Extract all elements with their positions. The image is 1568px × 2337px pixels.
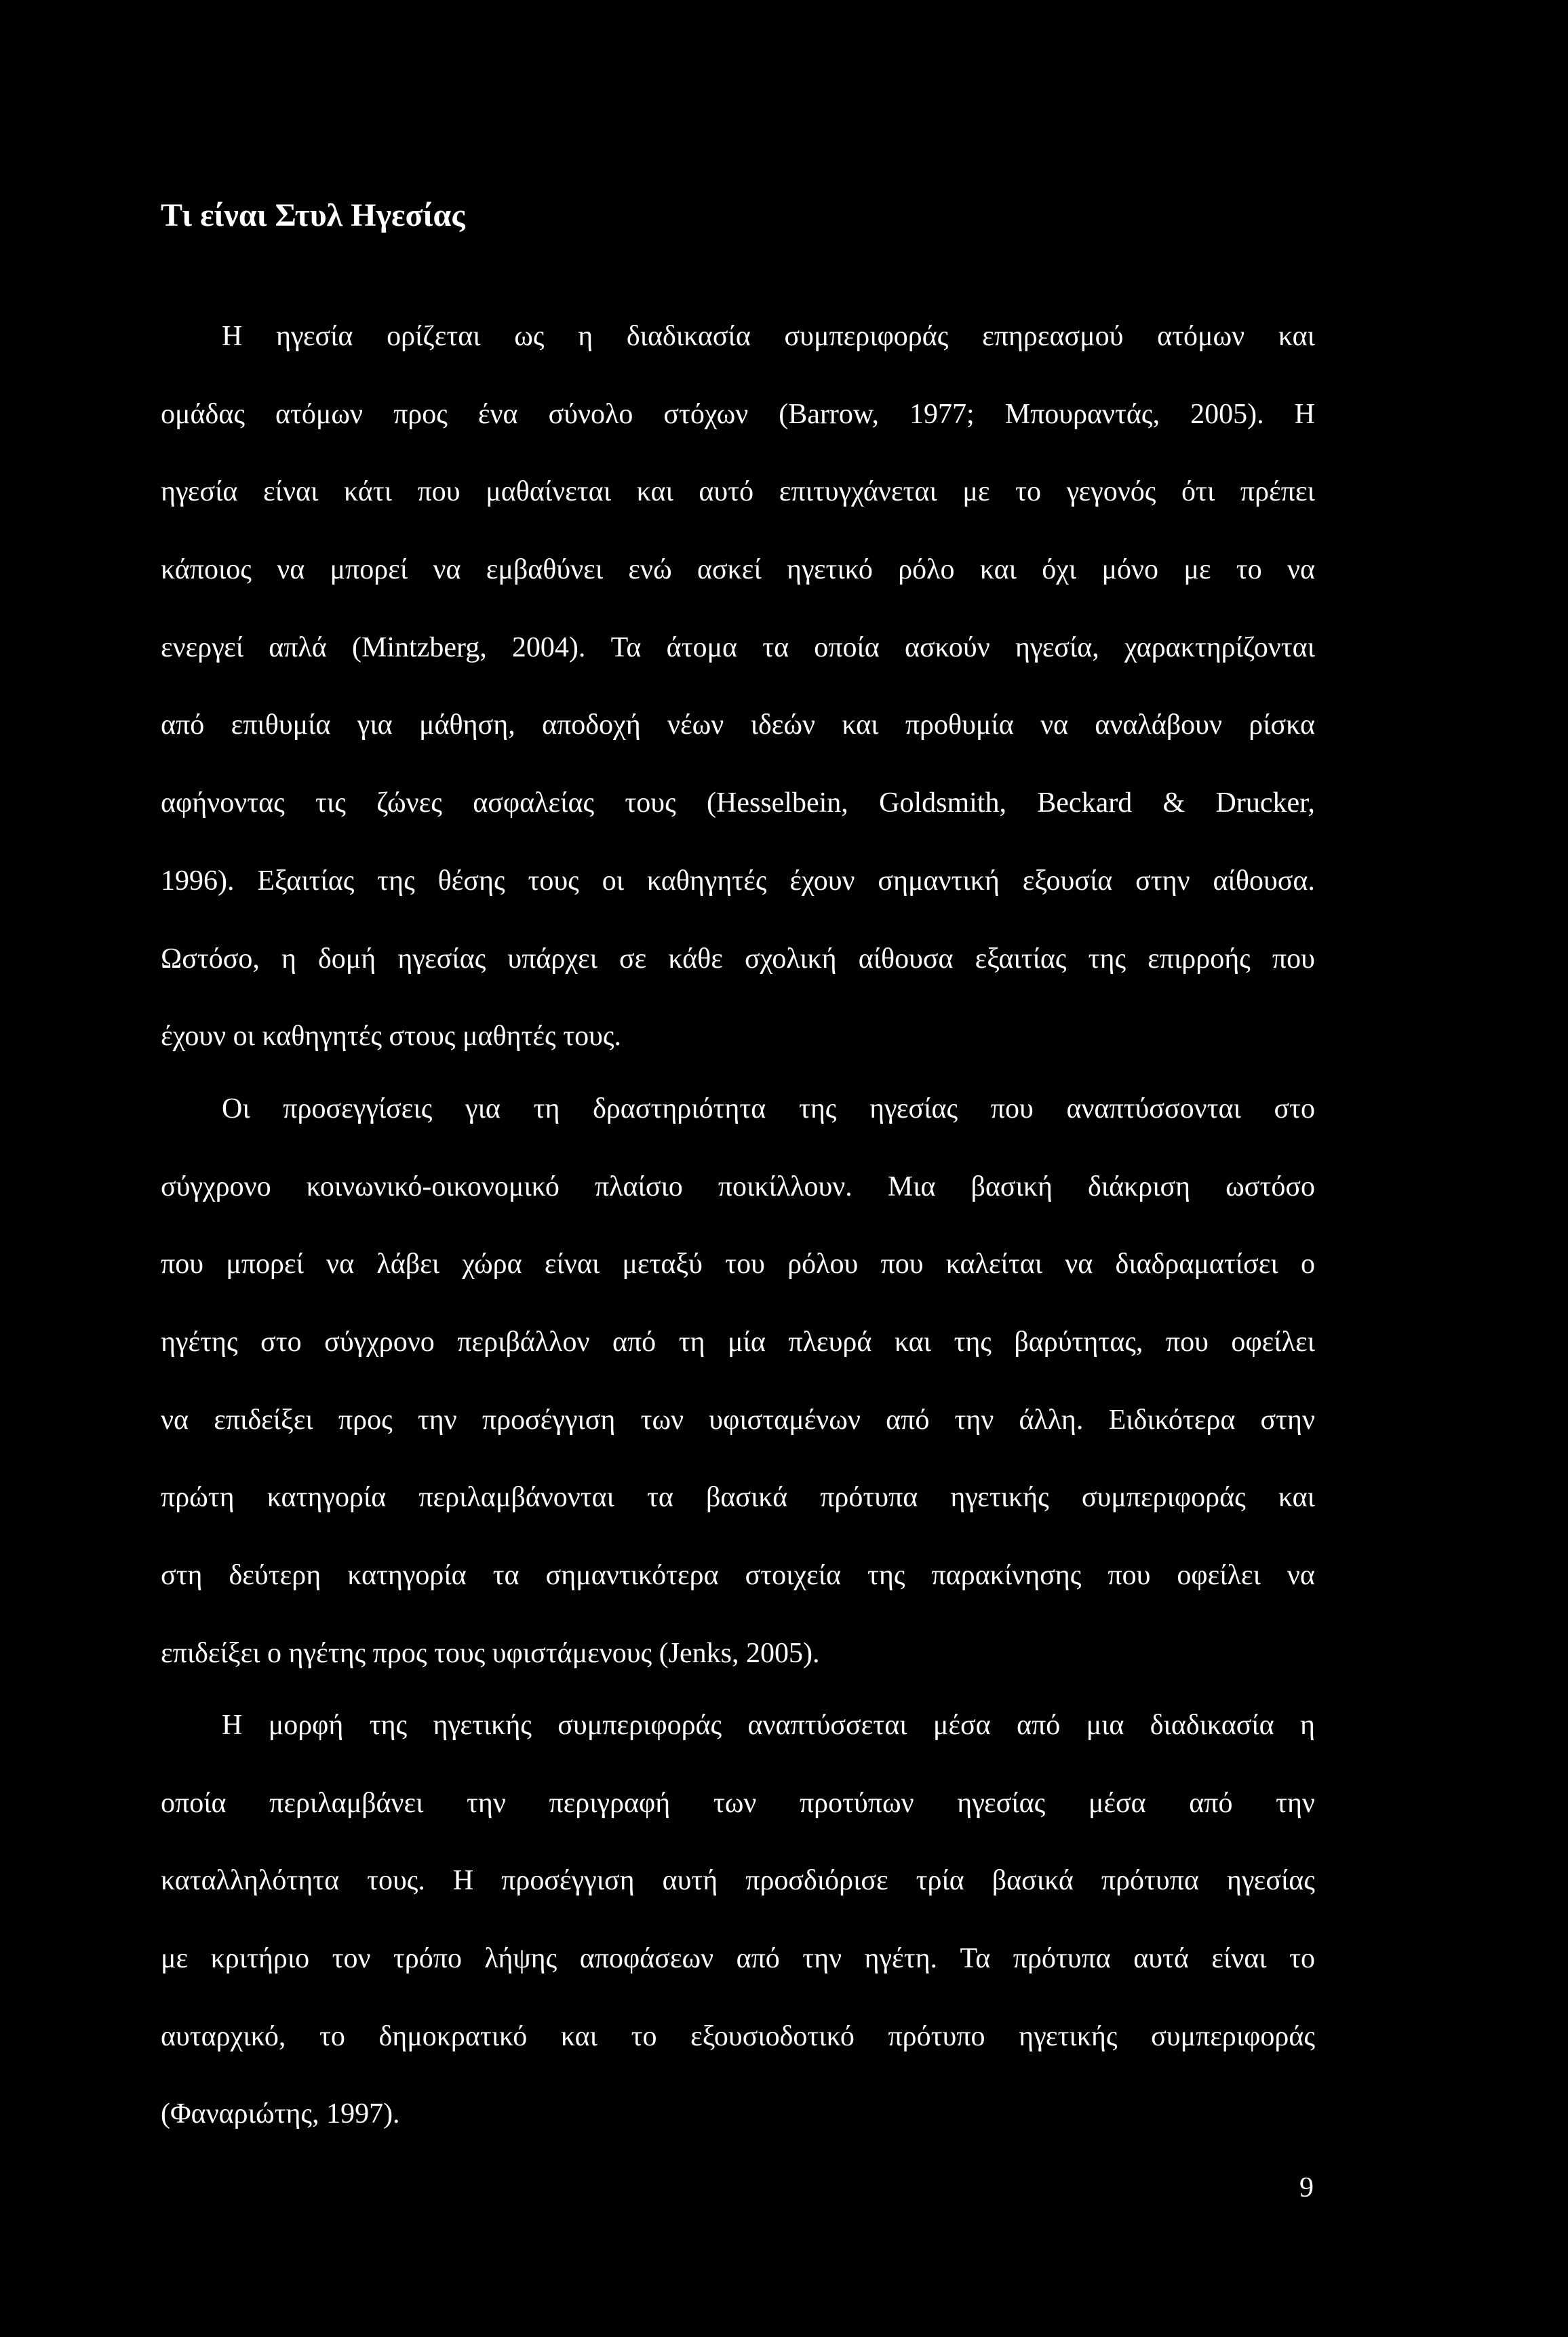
text-line: που μπορεί να λάβει χώρα είναι μεταξύ του ρόλου που καλείται να διαδραματίσει ο xyxy=(161,1249,1315,1280)
text-line: να επιδείξει προς την προσέγγιση των υφισταμένων από την άλλη. Ειδικότερα στην xyxy=(161,1404,1315,1436)
text-line: ηγεσία είναι κάτι που μαθαίνεται και αυτό επιτυγχάνεται με το γεγονός ότι πρέπει xyxy=(161,476,1315,508)
text-line: σύγχρονο κοινωνικό-οικονομικό πλαίσιο ποικίλλουν. Μια βασική διάκριση ωστόσο xyxy=(161,1171,1315,1202)
text-line: με κριτήριο τον τρόπο λήψης αποφάσεων από την ηγέτη. Τα πρότυπα αυτά είναι το xyxy=(161,1943,1315,1975)
text-line: επιδείξει ο ηγέτης προς τους υφιστάμενους (Jenks, 2005). xyxy=(161,1637,820,1669)
text-line: αφήνοντας τις ζώνες ασφαλείας τους (Hesselbein, Goldsmith, Beckard & Drucker, xyxy=(161,787,1315,819)
text-line: Οι προσεγγίσεις για τη δραστηριότητα της ηγεσίας που αναπτύσσονται στο xyxy=(222,1093,1315,1124)
text-line: στη δεύτερη κατηγορία τα σημαντικότερα στοιχεία της παρακίνησης που οφείλει να xyxy=(161,1560,1315,1592)
paragraph-1 xyxy=(161,298,1315,1076)
section-heading: Τι είναι Στυλ Ηγεσίας xyxy=(161,197,465,233)
page-number: 9 xyxy=(1299,2172,1314,2203)
paragraph-2 xyxy=(161,1070,1315,1693)
text-line: καταλληλότητα τους. Η προσέγγιση αυτή προσδιόρισε τρία βασικά πρότυπα ηγεσίας xyxy=(161,1865,1315,1897)
text-line: από επιθυμία για μάθηση, αποδοχή νέων ιδεών και προθυμία να αναλάβουν ρίσκα xyxy=(161,709,1315,741)
text-line: (Φαναριώτης, 1997). xyxy=(161,2098,400,2130)
text-line: αυταρχικό, το δημοκρατικό και το εξουσιοδοτικό πρότυπο ηγετικής συμπεριφοράς xyxy=(161,2020,1315,2052)
text-line: έχουν οι καθηγητές στους μαθητές τους. xyxy=(161,1021,621,1053)
text-line: οποία περιλαμβάνει την περιγραφή των προτύπων ηγεσίας μέσα από την xyxy=(161,1787,1315,1819)
text-line: Η μορφή της ηγετικής συμπεριφοράς αναπτύσσεται μέσα από μια διαδικασία η xyxy=(222,1710,1315,1741)
paragraph-3 xyxy=(161,1687,1315,2153)
text-line: Ωστόσο, η δομή ηγεσίας υπάρχει σε κάθε σχολική αίθουσα εξαιτίας της επιρροής που xyxy=(161,943,1315,975)
text-line: ομάδας ατόμων προς ένα σύνολο στόχων (Barrow, 1977; Μπουραντάς, 2005). Η xyxy=(161,398,1315,430)
text-line: ενεργεί απλά (Mintzberg, 2004). Τα άτομα τα οποία ασκούν ηγεσία, χαρακτηρίζονται xyxy=(161,631,1315,663)
text-line: κάποιος να μπορεί να εμβαθύνει ενώ ασκεί ηγετικό ρόλο και όχι μόνο με το να xyxy=(161,554,1315,586)
text-line: 1996). Εξαιτίας της θέσης τους οι καθηγητές έχουν σημαντική εξουσία στην αίθουσα. xyxy=(161,865,1315,897)
text-line: ηγέτης στο σύγχρονο περιβάλλον από τη μία πλευρά και της βαρύτητας, που οφείλει xyxy=(161,1327,1315,1358)
text-line: Η ηγεσία ορίζεται ως η διαδικασία συμπεριφοράς επηρεασμού ατόμων και xyxy=(222,321,1315,352)
text-line: πρώτη κατηγορία περιλαμβάνονται τα βασικά πρότυπα ηγετικής συμπεριφοράς και xyxy=(161,1482,1315,1514)
